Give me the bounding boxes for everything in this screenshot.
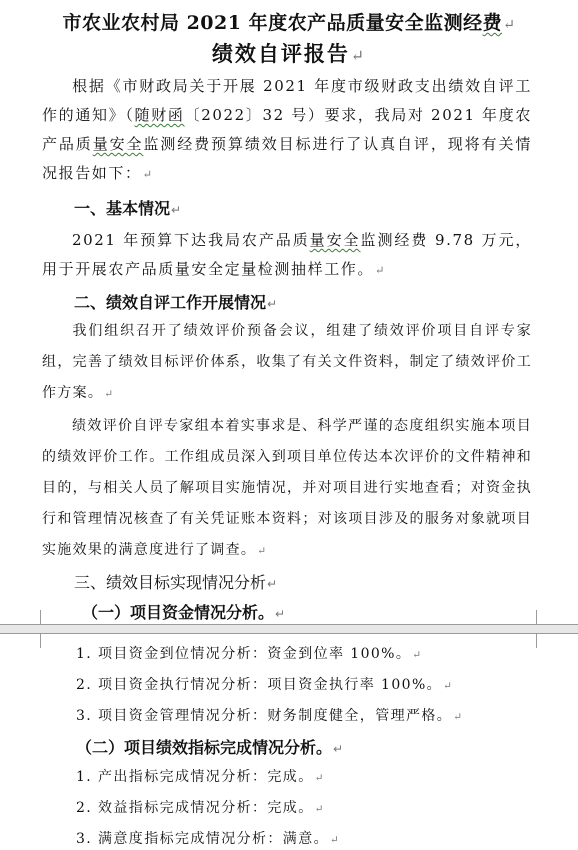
page-corner-mark [536, 633, 551, 648]
paragraph-mark-icon: ↵ [453, 711, 464, 723]
paragraph-mark-icon: ↵ [375, 264, 387, 277]
spellcheck-underline: 量安全 [92, 135, 144, 153]
section2-paragraph2: 绩效评价自评专家组本着实事求是、科学严谨的态度组织实施本项目的绩效评价工作。工作组成员深入到项目单位传达本次评价的文件精神和目的，与相关人员了解项目实施情况，并对项目进行实地查看；对资金执行和管理情况核查了有关凭证账本资料；对该项目涉及的服务对象就项目实施效果的满意度进行了调查。↵ [42, 418, 532, 558]
list-item: 2. 项目资金执行情况分析：项目资金执行率 100%。↵ [76, 677, 454, 693]
paragraph-mark-icon: ↵ [314, 772, 325, 784]
paragraph-mark-icon: ↵ [412, 649, 423, 661]
list-item: 1. 产出指标完成情况分析：完成。↵ [76, 769, 325, 785]
list-item: 3. 满意度指标完成情况分析：满意。↵ [76, 831, 341, 847]
spellcheck-underline: 随财函 [134, 106, 185, 124]
paragraph-mark-icon: ↵ [142, 168, 154, 181]
subsection2-heading: （二）项目绩效指标完成情况分析。↵ [76, 738, 344, 757]
page-corner-mark [26, 633, 41, 648]
paragraph-mark-icon: ↵ [350, 46, 367, 65]
spellcheck-underline: 量安全 [309, 231, 361, 249]
paragraph-mark-icon: ↵ [104, 388, 115, 400]
paragraph-mark-icon: ↵ [267, 577, 278, 591]
document-title-line1: 市农业农村局 2021 年度农产品质量安全监测经费↵ [62, 12, 516, 34]
list-item: 3. 项目资金管理情况分析：财务制度健全，管理严格。↵ [76, 708, 464, 724]
section1-heading: 一、基本情况↵ [74, 199, 182, 218]
spellcheck-underline: 费 [482, 12, 503, 34]
page-corner-mark [536, 610, 551, 625]
page-corner-mark [26, 610, 41, 625]
paragraph-mark-icon: ↵ [443, 680, 454, 692]
section1-body: 2021 年预算下达我局农产品质量安全监测经费 9.78 万元，用于开展农产品质量安全定量检测抽样工作。↵ [42, 231, 532, 278]
paragraph-mark-icon: ↵ [257, 545, 268, 557]
paragraph-mark-icon: ↵ [275, 607, 286, 621]
paragraph-mark-icon: ↵ [330, 834, 341, 846]
list-item: 2. 效益指标完成情况分析：完成。↵ [76, 800, 325, 816]
paragraph-mark-icon: ↵ [171, 203, 182, 217]
paragraph-mark-icon: ↵ [333, 742, 344, 756]
intro-paragraph: 根据《市财政局关于开展 2021 年度市级财政支出绩效自评工作的通知》（随财函〔2022〕32 号）要求，我局对 2021 年度农产品质量安全监测经费预算绩效目标进行了认真自评，现将有关情况报告如下：↵ [42, 77, 532, 182]
list-item: 1. 项目资金到位情况分析：资金到位率 100%。↵ [76, 646, 423, 662]
paragraph-mark-icon: ↵ [314, 803, 325, 815]
document-title-line2: 绩效自评报告↵ [211, 41, 367, 66]
section3-heading: 三、绩效目标实现情况分析↵ [74, 573, 278, 592]
section2-paragraph1: 我们组织召开了绩效评价预备会议，组建了绩效评价项目自评专家组，完善了绩效目标评价体系，收集了有关文件资料，制定了绩效评价工作方案。↵ [42, 323, 532, 401]
subsection1-heading: （一）项目资金情况分析。↵ [82, 603, 286, 622]
page-break-divider [0, 624, 578, 634]
paragraph-mark-icon: ↵ [503, 17, 516, 33]
paragraph-mark-icon: ↵ [267, 297, 278, 311]
section2-heading: 二、绩效自评工作开展情况↵ [74, 293, 278, 312]
